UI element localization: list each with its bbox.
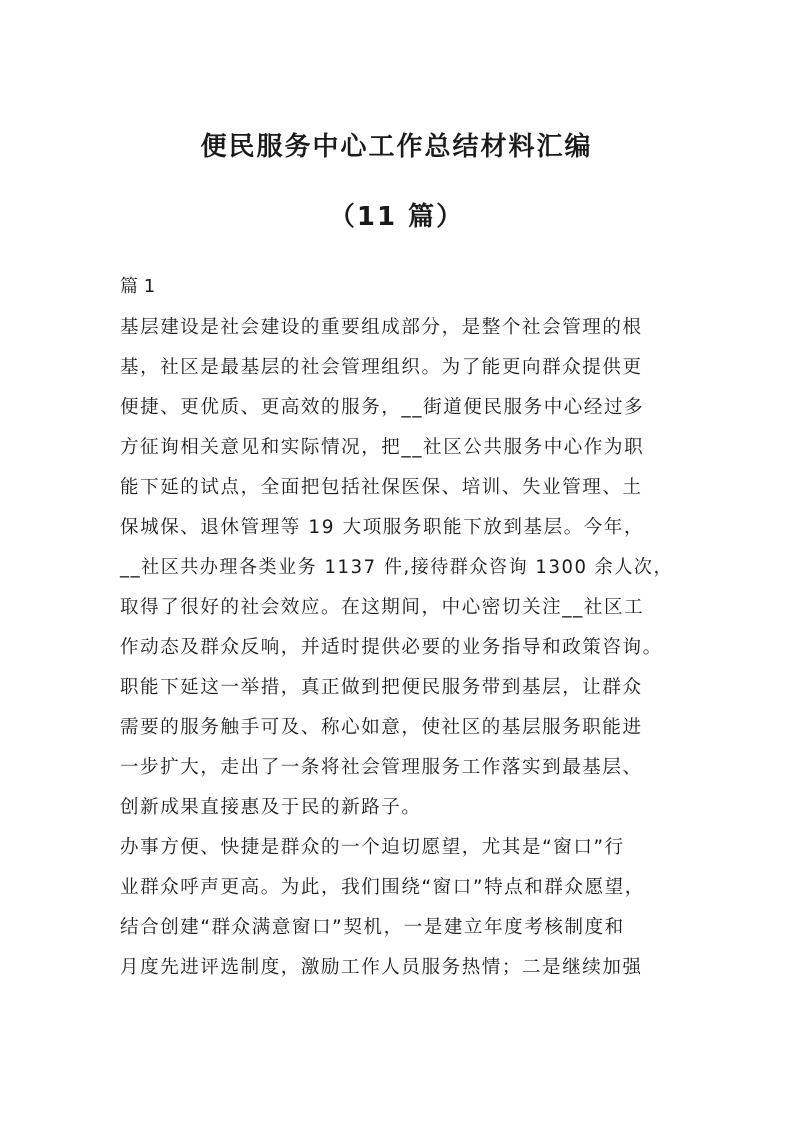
paragraph-line: 创新成果直接惠及于民的新路子。 xyxy=(120,797,422,818)
document-subtitle: （11 篇） xyxy=(328,202,465,232)
paragraph-line: 办事方便、快捷是群众的一个迫切愿望，尤其是“窗口”行 xyxy=(120,837,625,858)
paragraph-line: 作动态及群众反响，并适时提供必要的业务指导和政策咨询。 xyxy=(120,637,663,658)
paragraph-line: 结合创建“群众满意窗口”契机，一是建立年度考核制度和 xyxy=(120,917,625,938)
paragraph-line: 业群众呼声更高。为此，我们围绕“窗口”特点和群众愿望， xyxy=(120,877,645,898)
paragraph-line: 基层建设是社会建设的重要组成部分，是整个社会管理的根 xyxy=(120,317,643,338)
paragraph-line: 能下延的试点，全面把包括社保医保、培训、失业管理、土 xyxy=(120,477,643,498)
paragraph-line: 便捷、更优质、更高效的服务，__街道便民服务中心经过多 xyxy=(120,397,645,418)
section-label: 篇 1 xyxy=(120,276,156,297)
paragraph-line: 需要的服务触手可及、称心如意，使社区的基层服务职能进 xyxy=(120,717,643,738)
paragraph-line: 月度先进评选制度，激励工作人员服务热情；二是继续加强 xyxy=(120,957,643,978)
paragraph-line: 取得了很好的社会效应。在这期间，中心密切关注__社区工 xyxy=(120,597,645,618)
document-title: 便民服务中心工作总结材料汇编 xyxy=(200,132,593,162)
paragraph-line: __社区共办理各类业务 1137 件,接待群众咨询 1300 余人次， xyxy=(120,557,674,578)
paragraph-line: 方征询相关意见和实际情况，把__社区公共服务中心作为职 xyxy=(120,437,645,458)
paragraph-line: 一步扩大，走出了一条将社会管理服务工作落实到最基层、 xyxy=(120,757,643,778)
paragraph-line: 职能下延这一举措，真正做到把便民服务带到基层，让群众 xyxy=(120,677,643,698)
paragraph-line: 基，社区是最基层的社会管理组织。为了能更向群众提供更 xyxy=(120,357,643,378)
paragraph-line: 保城保、退休管理等 19 大项服务职能下放到基层。今年， xyxy=(120,517,645,538)
